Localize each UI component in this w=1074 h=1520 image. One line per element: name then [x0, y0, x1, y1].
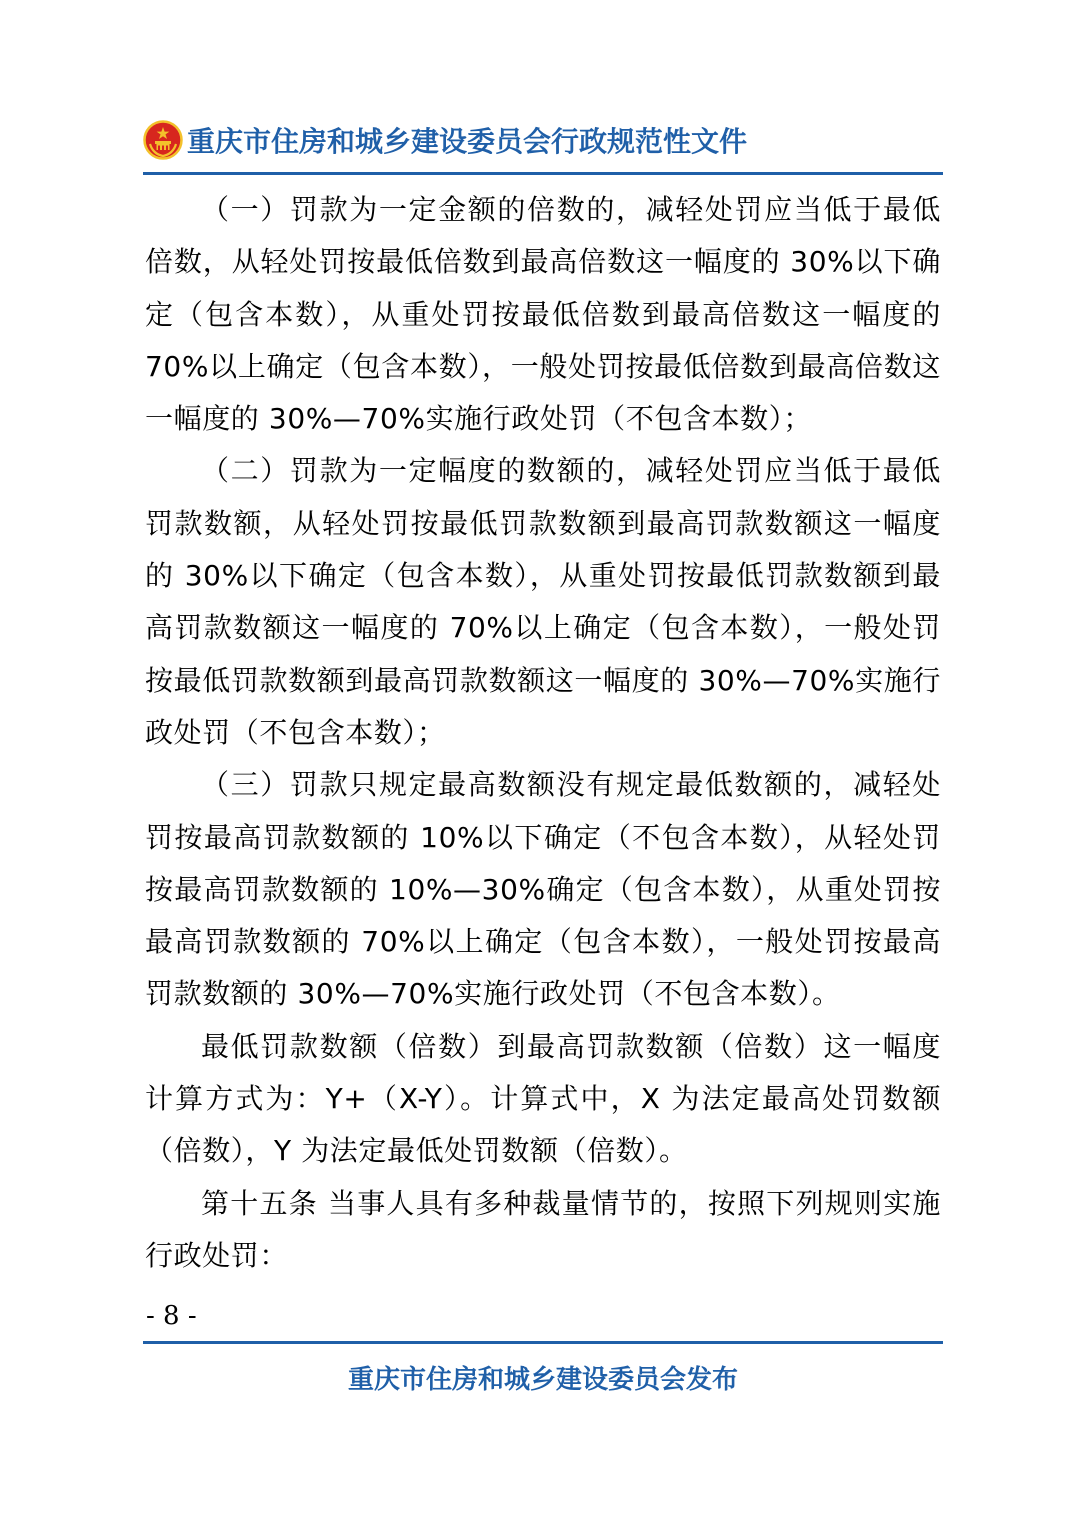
body-paragraph-5: 第十五条 当事人具有多种裁量情节的，按照下列规则实施行政处罚：: [145, 1186, 941, 1272]
body-paragraph-2: （二）罚款为一定幅度的数额的，减轻处罚应当低于最低罚款数额，从轻处罚按最低罚款数额到最高罚款数额这一幅度的 30%以下确定（包含本数），从重处罚按最低罚款数额到最高罚款数额这一幅度的 70%以上确定（包含本数），一般处罚按最低罚款数额到最高罚款数额这一幅度的 30%—70%实施行政处罚（不包含本数）；: [145, 454, 941, 749]
footer-publisher: 重庆市住房和城乡建设委员会发布: [347, 1365, 738, 1395]
footer-divider: [143, 1341, 943, 1344]
body-paragraph-3: （三）罚款只规定最高数额没有规定最低数额的，减轻处罚按最高罚款数额的 10%以下确定（不包含本数），从轻处罚按最高罚款数额的 10%—30%确定（包含本数），从重处罚按最高罚款数额的 70%以上确定（包含本数），一般处罚按最高罚款数额的 30%—70%实施行政处罚（不包含本数）。: [145, 768, 941, 1011]
document-body: [145, 184, 941, 1282]
header-title: 重庆市住房和城乡建设委员会行政规范性文件: [187, 125, 748, 158]
body-paragraph-4: 最低罚款数额（倍数）到最高罚款数额（倍数）这一幅度计算方式为：Y+（X-Y）。计算式中，X 为法定最高处罚数额（倍数），Y 为法定最低处罚数额（倍数）。: [145, 1029, 941, 1168]
body-paragraph-1: （一）罚款为一定金额的倍数的，减轻处罚应当低于最低倍数，从轻处罚按最低倍数到最高倍数这一幅度的 30%以下确定（包含本数），从重处罚按最低倍数到最高倍数这一幅度的 70%以上确定（包含本数），一般处罚按最低倍数到最高倍数这一幅度的 30%—70%实施行政处罚（不包含本数）；: [145, 193, 941, 436]
document-header: [143, 118, 943, 166]
header-divider: [143, 172, 943, 175]
national-emblem-icon: [143, 120, 183, 160]
page-number: - 8 -: [146, 1301, 197, 1331]
